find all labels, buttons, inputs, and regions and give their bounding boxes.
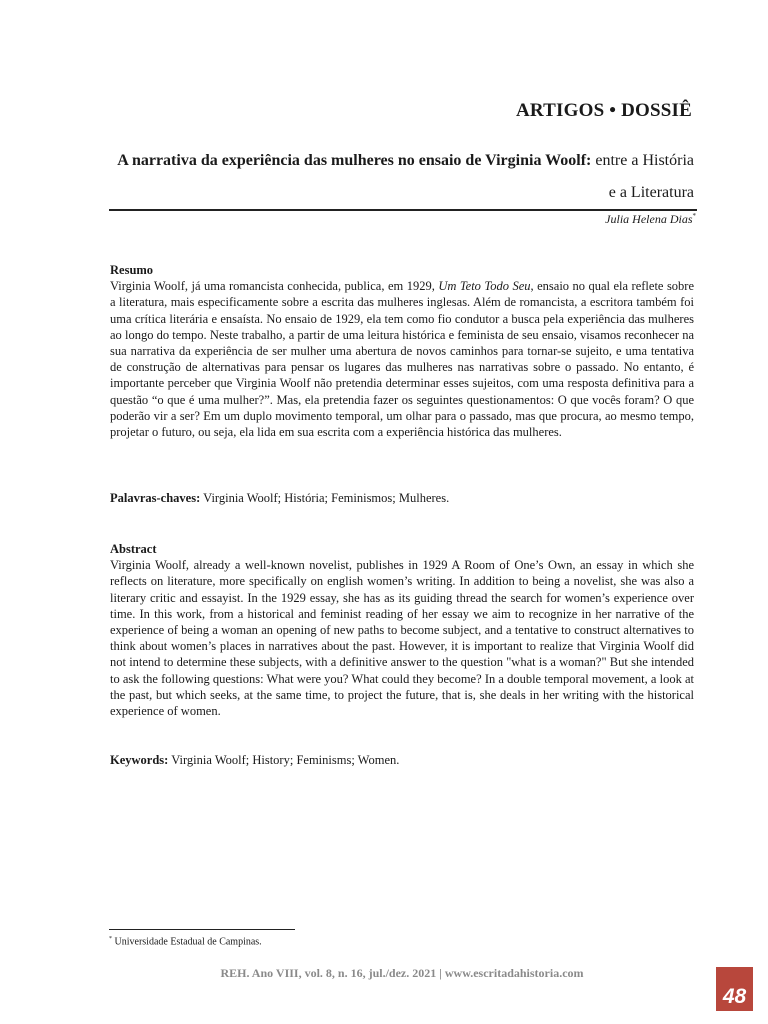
footnote-divider	[109, 929, 295, 930]
footnote	[109, 936, 262, 947]
palavras-chaves-text: Virginia Woolf; História; Feminismos; Mulheres.	[203, 491, 450, 505]
journal-footer: REH. Ano VIII, vol. 8, n. 16, jul./dez. 2021 | www.escritadahistoria.com	[220, 966, 584, 980]
abstract-section	[110, 541, 694, 719]
resumo-book-title: Um Teto Todo Seu	[438, 279, 531, 294]
section-label: ARTIGOS • DOSSIÊ	[515, 100, 692, 121]
palavras-chaves-label: Palavras-chaves:	[110, 491, 201, 505]
footnote-text: Universidade Estadual de Campinas.	[114, 936, 262, 948]
author-footnote-mark[interactable]: *	[692, 212, 696, 220]
keywords-label: Keywords:	[110, 753, 169, 767]
resumo-text-part2: , ensaio no qual ela reflete sobre a literatura, mais especificamente sobre a escrita das mulheres inglesas. Além de romancista, a escritora também foi uma crítica literária e ensaísta. No ensaio de 1929, ela tem como fio condutor a busca pela experiência das mulheres ao longo do tempo. Neste trabalho, a partir de uma leitura histórica e feminista de seu ensaio, visamos reconhecer na sua narrativa da experiência de ser mulher uma abertura de novos caminhos para tornar-se sujeito, e uma tentativa de construção de alternativas para pensar os lugares das mulheres nas narrativas sobre o passado. No entanto, é importante perceber que Virginia Woolf não pretendia determinar esses sujeitos, com uma resposta definitiva para a questão “o que é uma mulher?”. Mas, ela pretendia fazer os seguintes questionamentos: O que vocês foram? O que poderão vir a ser? Em um duplo movimento temporal, um olhar para o passado, mas que procura, ao mesmo tempo, projetar o futuro, ou seja, ela lida em sua escrita com a experiência histórica das mulheres.	[110, 279, 695, 440]
article-title-main: A narrativa da experiência das mulheres no ensaio de Virginia Woolf:	[117, 152, 592, 169]
keywords-text: Virginia Woolf; History; Feminisms; Women.	[171, 753, 400, 767]
abstract-text: Virginia Woolf, already a well-known novelist, publishes in 1929 A Room of One’s Own, an essay in which she reflects on literature, more specifically on english women’s writing. In addition to being a novelist, she was also a literary critic and essayist. In the 1929 essay, she has as its guiding thread the search for women’s experience over time. In this work, from a historical and feminist reading of her essay we aim to recognize in her narrative of the experience of being a woman an opening of new paths to become subject, and a tentative to construct alternatives to think about women’s places in narratives about the past. However, it is important to realize that Virginia Woolf did not intend to determine these subjects, with a definitive answer to the question "what is a woman?" But she intended to ask the following questions: What were you? What could they become? In a double temporal movement, a look at the past, but which seeks, at the same time, to project the future, that is, she deals in her writing with the historical experience of women.	[110, 558, 694, 719]
footnote-mark: *	[109, 936, 112, 942]
abstract-heading: Abstract	[110, 542, 157, 556]
author-name: Julia Helena Dias	[605, 212, 693, 226]
keywords	[110, 752, 694, 768]
resumo-section	[110, 262, 694, 440]
author-line	[605, 212, 696, 227]
resumo-heading: Resumo	[110, 263, 154, 277]
page-number-badge: 48	[716, 967, 753, 1011]
resumo-text-part1: Virginia Woolf, já uma romancista conhecida, publica, em 1929,	[110, 279, 435, 294]
article-title	[110, 145, 694, 209]
title-divider	[109, 209, 697, 211]
palavras-chaves	[110, 490, 694, 506]
article-title-subtitle: entre a História e a Literatura	[595, 152, 694, 201]
